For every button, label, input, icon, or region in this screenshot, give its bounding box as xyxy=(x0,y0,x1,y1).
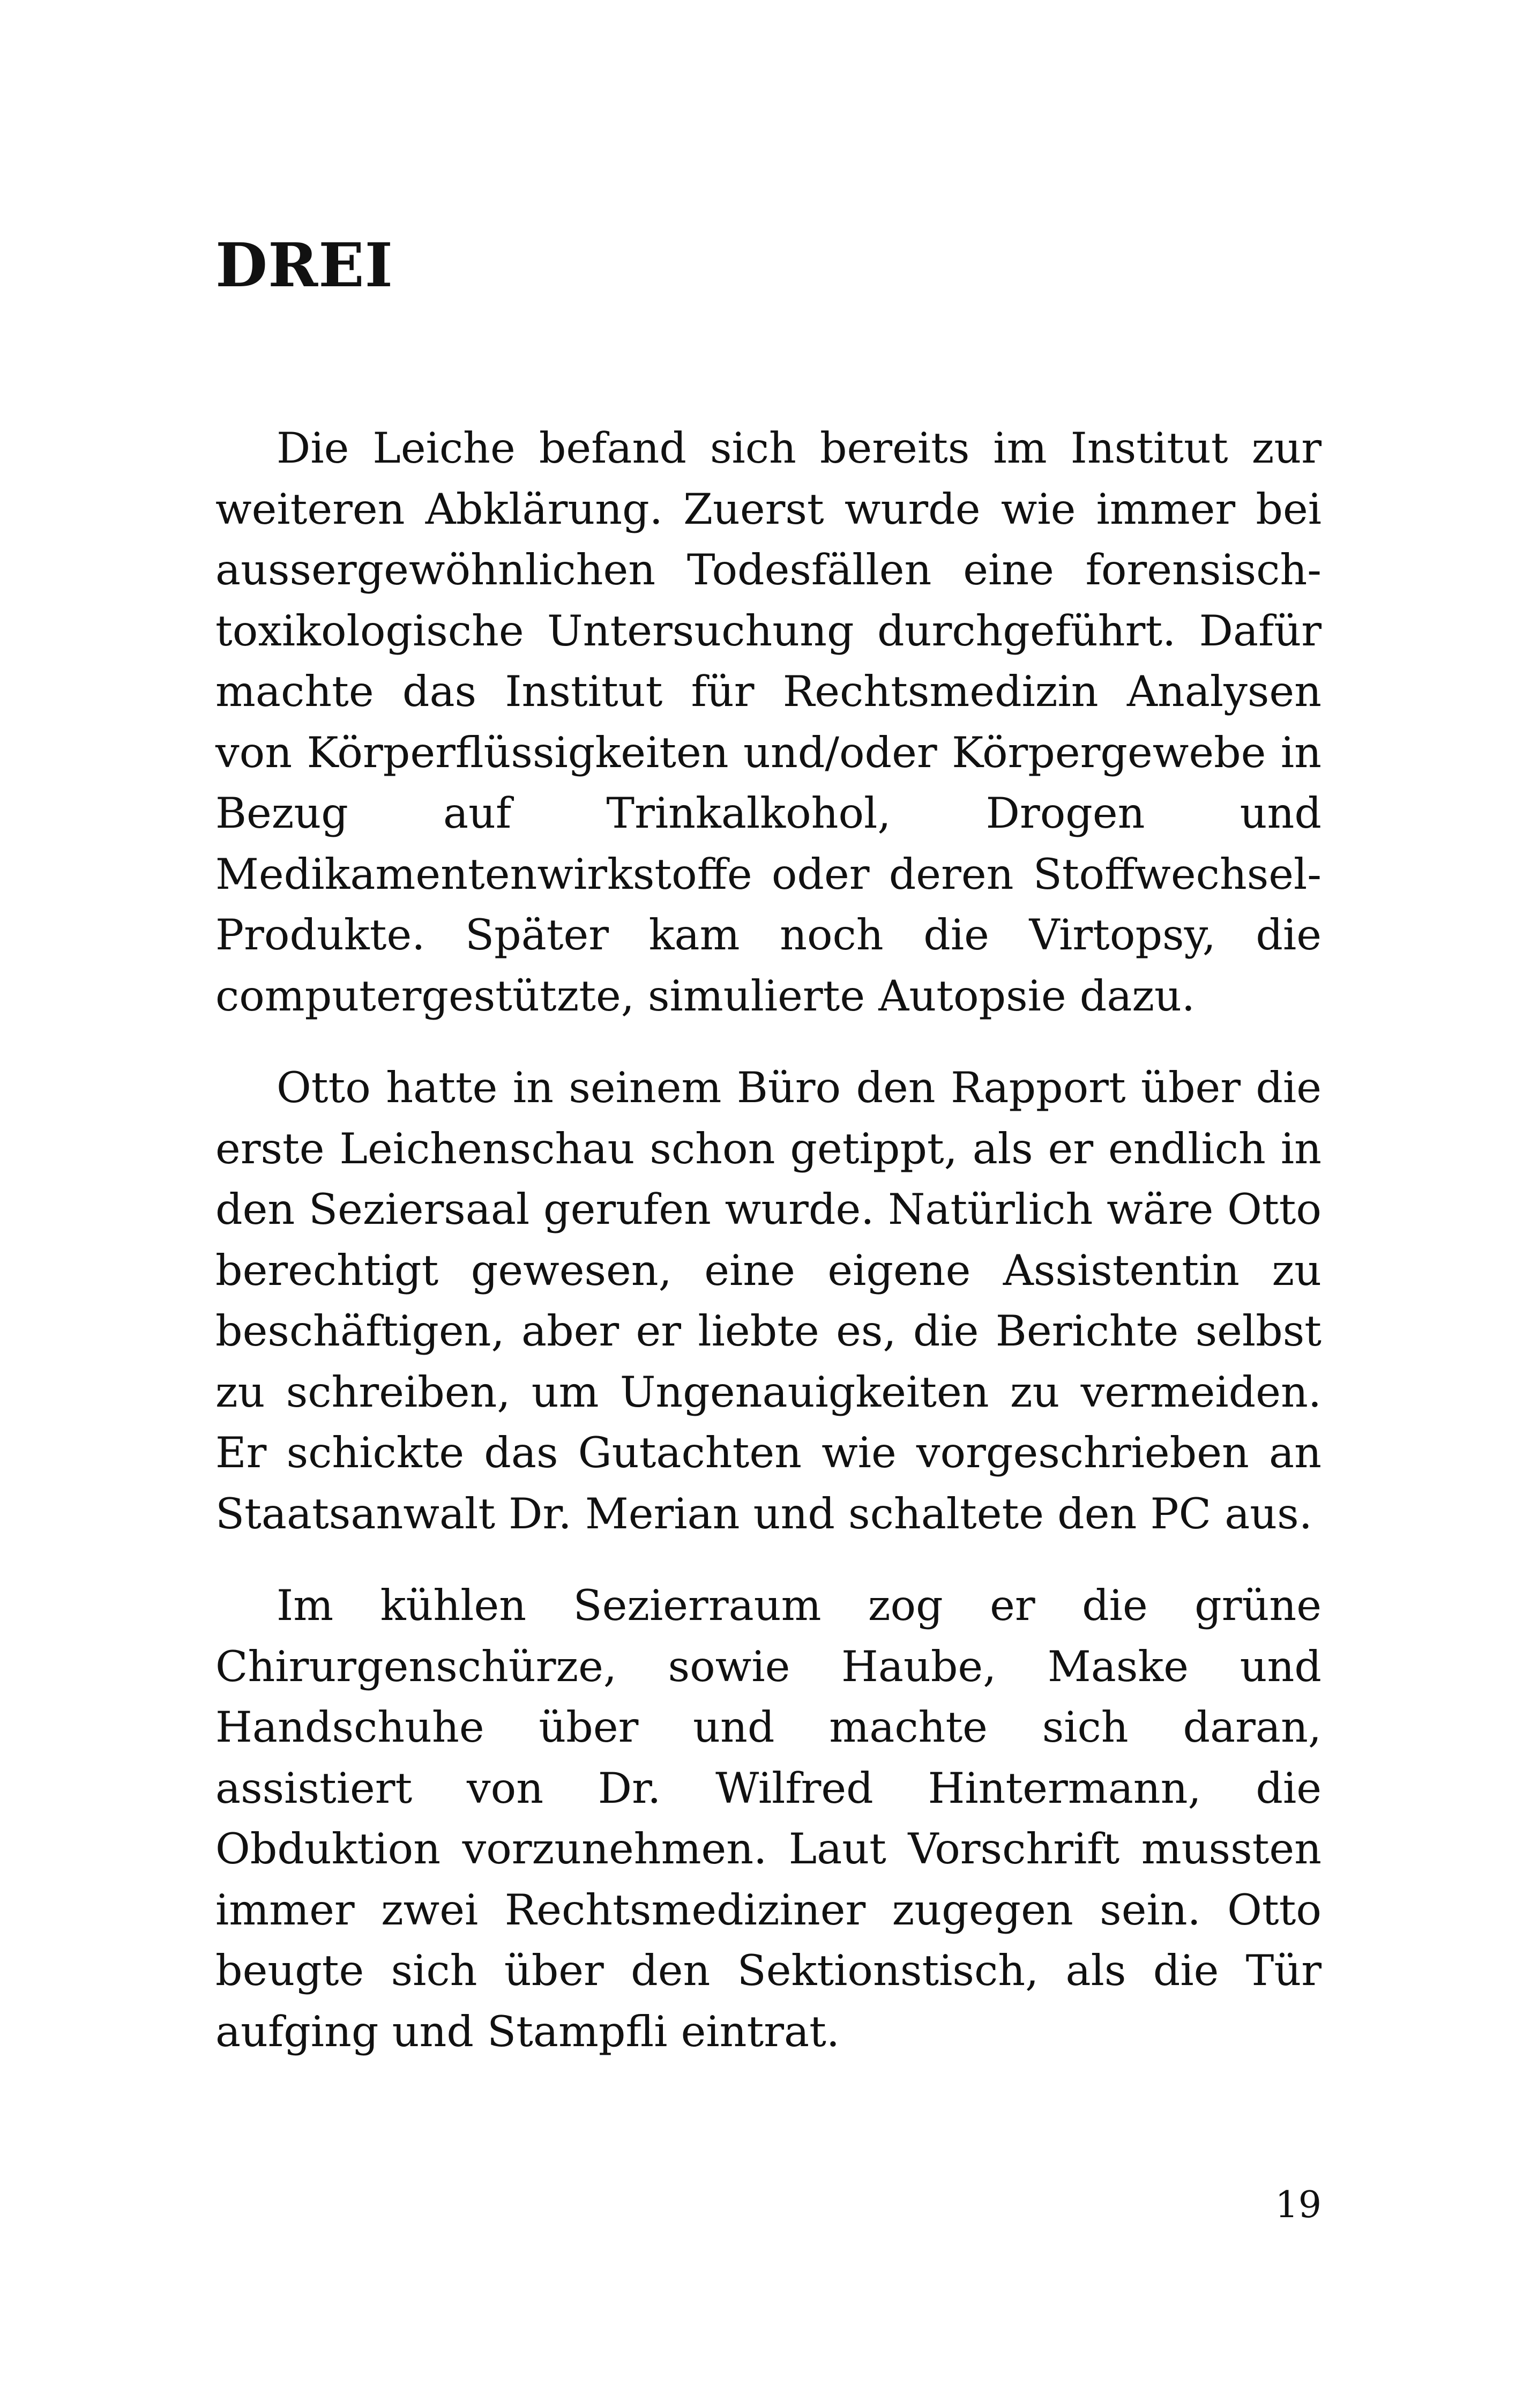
page-number: 19 xyxy=(1275,2184,1322,2226)
chapter-body xyxy=(215,418,1322,2093)
paragraph-1: Die Leiche befand sich bereits im Institut zur weiteren Abklärung. Zuerst wurde wie immer bei aussergewöhnlichen Todesfällen eine forensisch-toxikologische Untersuchung durchgeführt. Dafür machte das Institut für Rechtsmedizin Analysen von Körperflüssigkeiten und/oder Körpergewebe in Bezug auf Trinkalkohol, Drogen und Medikamentenwirkstoffe oder deren Stoffwechsel-Produkte. Später kam noch die Virtopsy, die computergestützte, simulierte Autopsie dazu. xyxy=(215,423,1322,1021)
chapter-title: DREI xyxy=(215,231,393,301)
paragraph-3: Im kühlen Sezierraum zog er die grüne Chirurgenschürze, sowie Haube, Maske und Handschuhe über und machte sich daran, assistiert von Dr. Wilfred Hintermann, die Obduktion vorzunehmen. Laut Vorschrift mussten immer zwei Rechtsmediziner zugegen sein. Otto beugte sich über den Sektionstisch, als die Tür aufging und Stampfli eintrat. xyxy=(215,1581,1322,2056)
paragraph-2: Otto hatte in seinem Büro den Rapport über die erste Leichenschau schon getippt, als er endlich in den Seziersaal gerufen wurde. Natürlich wäre Otto berechtigt gewesen, eine eigene Assistentin zu beschäftigen, aber er liebte es, die Berichte selbst zu schreiben, um Ungenauigkeiten zu vermeiden. Er schickte das Gutachten wie vorgeschrieben an Staatsanwalt Dr. Merian und schaltete den PC aus. xyxy=(215,1063,1322,1539)
